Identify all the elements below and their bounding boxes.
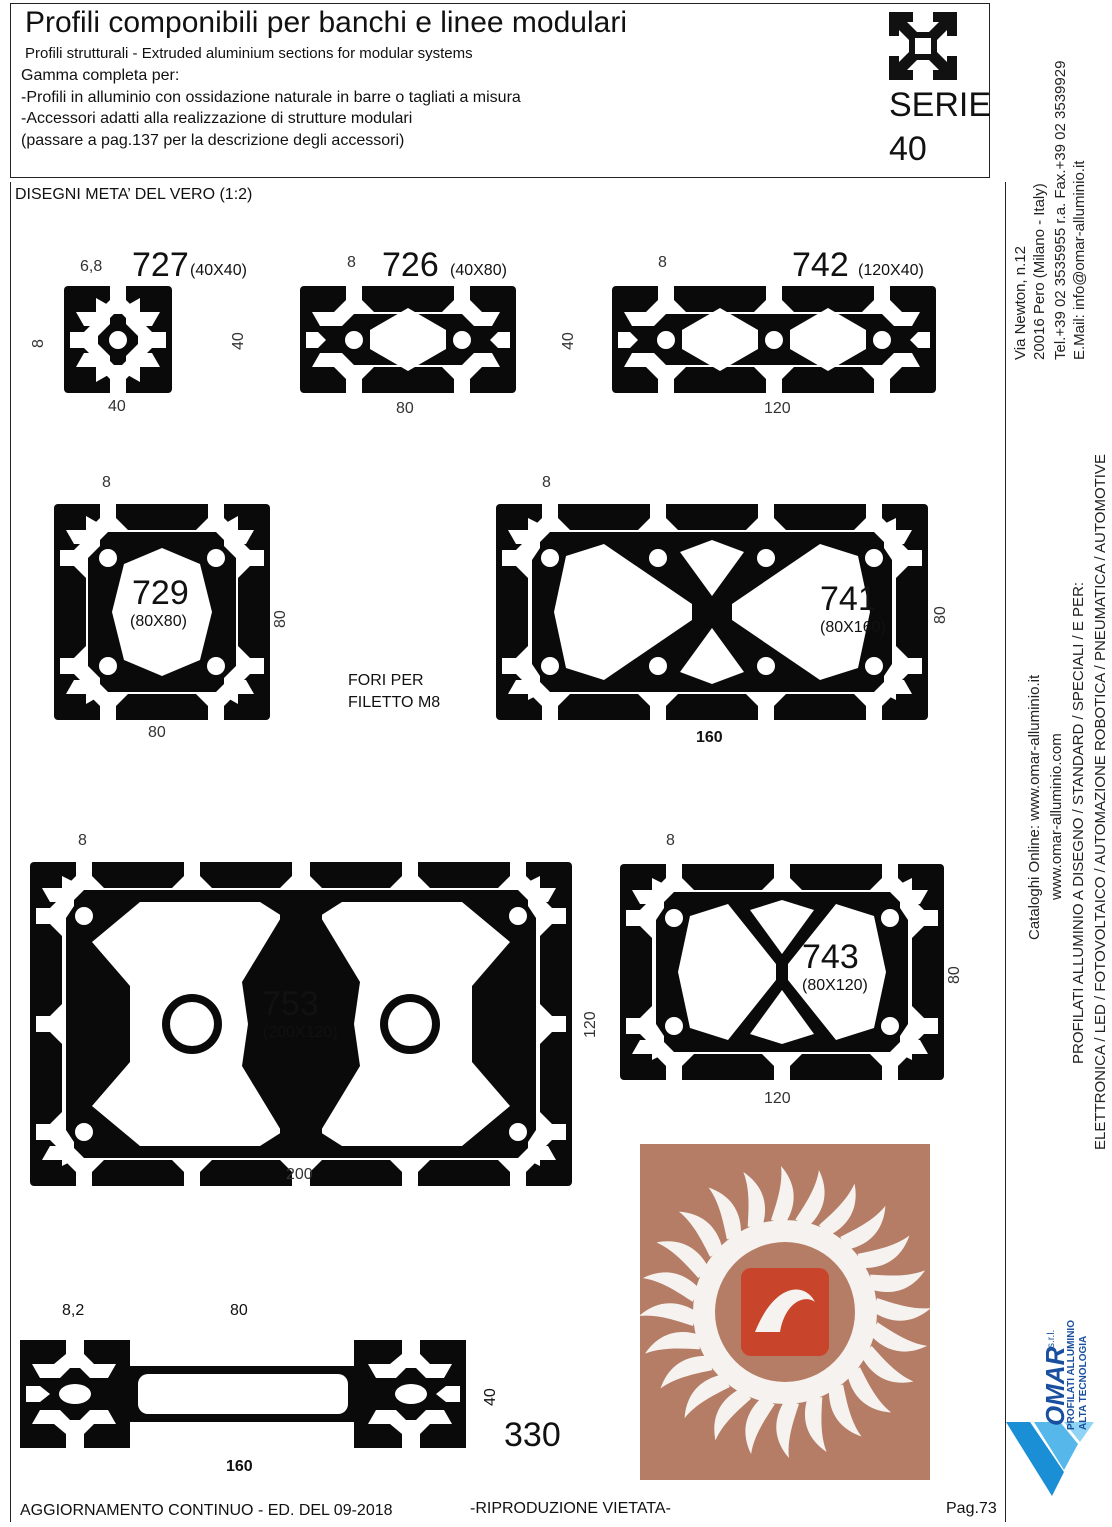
profile-742-size: (120X40)	[858, 262, 924, 279]
profile-727-drawing	[64, 286, 172, 393]
header-line-4: (passare a pag.137 per la descrizione degli accessori)	[21, 132, 405, 149]
profile-753-width: 200	[286, 1166, 313, 1183]
sidebar-web-2: www.omar-alluminio.com	[1048, 733, 1065, 900]
sidebar-sectors-2: ELETTRONICA / LED / FOTOVOLTAICO / AUTOMAZIONE ROBOTICA / PNEUMATICA / AUTOMOTIVE	[1092, 454, 1109, 1150]
profile-753-code: 753	[262, 985, 319, 1023]
profile-330-gap-dim: 80	[230, 1302, 248, 1319]
header-box	[10, 3, 990, 178]
profile-753-size: (200X120)	[263, 1024, 338, 1041]
serie-label: SERIE	[889, 86, 992, 124]
profile-726-height: 40	[560, 332, 577, 350]
profile-753-slot-dim: 8	[78, 832, 87, 849]
profile-741-height: 80	[932, 606, 949, 624]
sidebar-address-2: 20016 Pero (Milano - Italy)	[1031, 183, 1048, 360]
sidebar-address-1: Via Newton, n.12	[1012, 246, 1029, 360]
heatsink-photo	[640, 1144, 930, 1480]
scale-note: DISEGNI META’ DEL VERO (1:2)	[15, 186, 253, 203]
profile-330-height: 40	[482, 1388, 499, 1406]
profile-743-height: 80	[946, 966, 963, 984]
sidebar-address-4: E.Mail: info@omar-alluminio.it	[1071, 160, 1088, 360]
omar-logo-suffix: s.r.l.	[1046, 1329, 1057, 1348]
profile-727-code: 727	[132, 246, 189, 284]
header-line-2: -Profili in alluminio con ossidazione naturale in barre o tagliati a misura	[21, 89, 521, 106]
note-fori-2: FILETTO M8	[348, 694, 441, 711]
profile-727-width: 40	[108, 398, 126, 415]
profile-729-width: 80	[148, 724, 166, 741]
header-line-3: -Accessori adatti alla realizzazione di strutture modulari	[21, 110, 413, 127]
profile-729-size: (80X80)	[130, 613, 187, 630]
profile-330-drawing	[20, 1340, 466, 1448]
profile-743-width: 120	[764, 1090, 791, 1107]
profile-741-slot-dim: 8	[542, 474, 551, 491]
profile-753-height: 120	[582, 1011, 599, 1038]
note-fori-1: FORI PER	[348, 672, 424, 689]
profile-741-code: 741	[820, 580, 877, 618]
heatsink-image	[640, 1144, 930, 1480]
profile-330-code: 330	[504, 1416, 561, 1454]
serie-icon	[887, 10, 959, 82]
profile-743-code: 743	[802, 938, 859, 976]
profile-726-code: 726	[382, 246, 439, 284]
profile-330-width: 160	[226, 1458, 253, 1475]
omar-logo-brand: OMAR	[1040, 1346, 1070, 1426]
profile-726-size: (40X80)	[450, 262, 507, 279]
profile-729-slot-dim: 8	[102, 474, 111, 491]
profile-330-slot-dim: 8,2	[62, 1302, 85, 1319]
profile-741-width: 160	[696, 729, 723, 746]
omar-logo-tagline-1: PROFILATI ALLUMINIO	[1066, 1320, 1077, 1430]
omar-logo-tagline-2: ALTA TECNOLOGIA	[1078, 1335, 1089, 1430]
profile-727-size: (40X40)	[190, 262, 247, 279]
sidebar-web-1: Cataloghi Online: www.omar-alluminio.it	[1026, 674, 1043, 940]
sidebar-sectors-1: PROFILATI ALLUMINIO A DISEGNO / STANDARD / SPECIALI / E PER:	[1070, 581, 1087, 1064]
profile-726-slot-dim: 8	[347, 254, 356, 271]
profile-727-height: 40	[230, 332, 247, 350]
profile-743-drawing	[620, 864, 944, 1080]
profile-726-drawing	[300, 286, 516, 393]
profile-729-height: 80	[272, 610, 289, 628]
profile-741-size: (80X160)	[820, 619, 886, 636]
profile-727-slot-h-dim: 8	[30, 339, 47, 348]
profile-726-width: 80	[396, 400, 414, 417]
profile-742-slot-dim: 8	[658, 254, 667, 271]
profile-729-code: 729	[132, 574, 189, 612]
sidebar-address-3: Tel.+39 02 3535955 r.a. Fax.+39 02 3539929	[1052, 60, 1069, 360]
footer-copyright: -RIPRODUZIONE VIETATA-	[470, 1500, 671, 1517]
page-subtitle: Profili strutturali - Extruded aluminium sections for modular systems	[25, 45, 473, 62]
footer-edition: AGGIORNAMENTO CONTINUO - ED. DEL 09-2018	[20, 1502, 393, 1519]
profile-742-code: 742	[792, 246, 849, 284]
page-title: Profili componibili per banchi e linee modulari	[25, 6, 627, 39]
profile-742-width: 120	[764, 400, 791, 417]
profile-743-size: (80X120)	[802, 977, 868, 994]
profile-743-slot-dim: 8	[666, 832, 675, 849]
profile-727-slot-dim: 6,8	[80, 258, 103, 275]
serie-number: 40	[889, 130, 927, 168]
header-line-1: Gamma completa per:	[21, 67, 180, 84]
profile-742-drawing	[612, 286, 936, 393]
footer-page: Pag.73	[946, 1500, 997, 1517]
